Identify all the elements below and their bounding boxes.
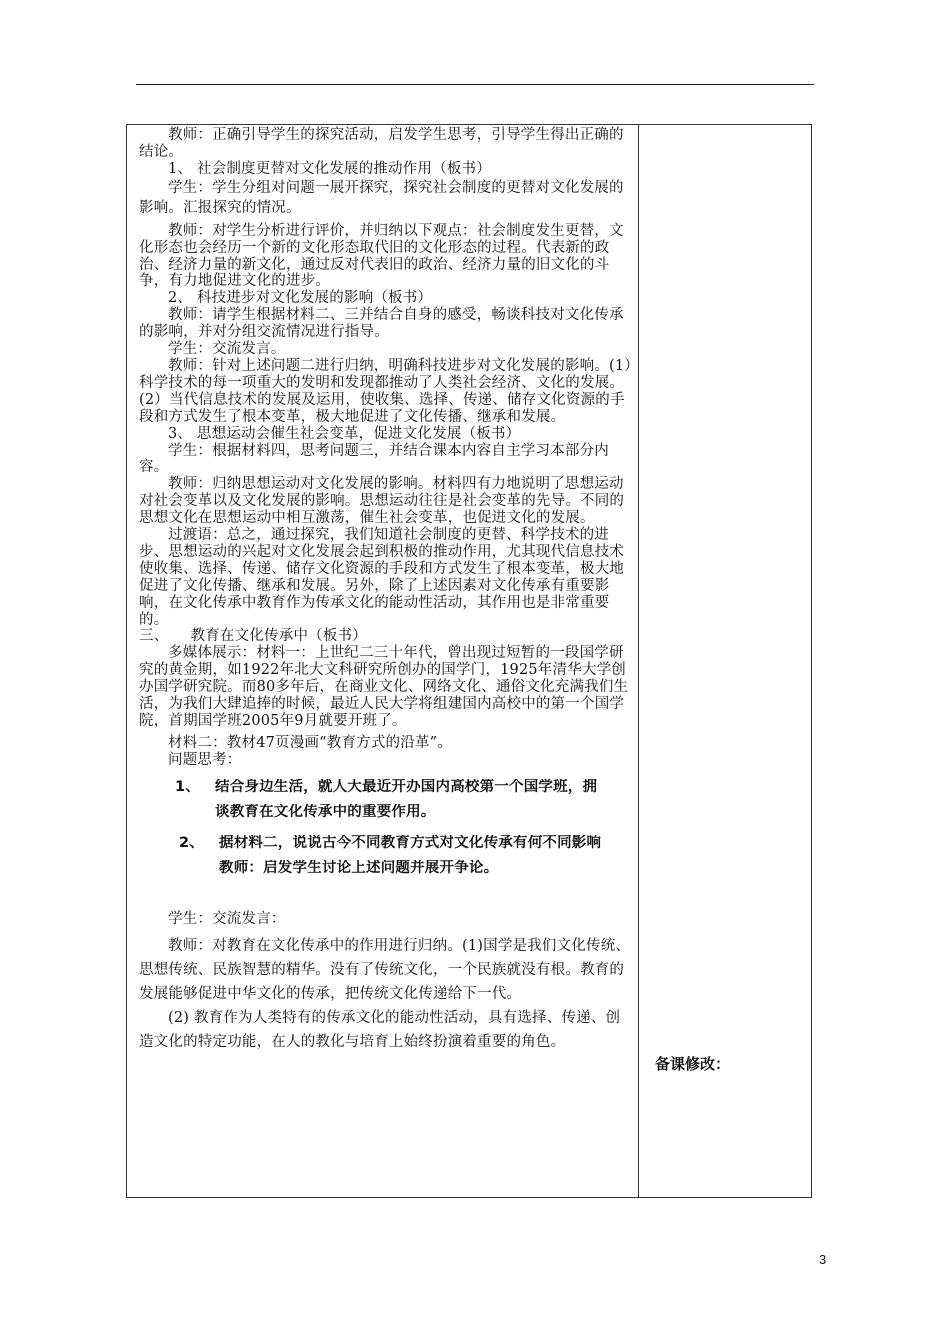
question-2: [139, 835, 632, 852]
question-text: 结合身边生活，就人大最近开办国内高校第一个国学班，拥: [215, 778, 598, 795]
paragraph: 多媒体展示：材料一：上世纪二三十年代，曾出现过短暂的一段国学研究的黄金期，如1922年北大文科研究所创办的国学门，1925年清华大学创办国学研究院。而80多年后，在商业文化、网络文化、通俗文化充满我们生活，为我们大肆追捧的时候，最近人民大学将组建国内高校中的第一个国学院，首期国学班2005年9月就要开班了。: [139, 645, 629, 729]
question-1: [139, 779, 632, 796]
paragraph: 教师：请学生根据材料二、三并结合自身的感受，畅谈科技对文化传承的影响，并对分组交流情况进行指导。: [139, 307, 624, 341]
question-number: 2、: [179, 834, 204, 851]
paragraph: 学生：交流发言。: [168, 341, 286, 358]
question-1-cont: [139, 804, 632, 821]
paragraph: 材料二：教材47页漫画“教育方式的沿革”。: [168, 734, 452, 751]
paragraph: 过渡语：总之，通过探究，我们知道社会制度的更替、科学技术的进步、思想运动的兴起对文化发展会起到积极的推动作用，尤其现代信息技术使收集、选择、传递、储存文化资源的手段和方式发生了根本变革，极大地促进了文化传播、继承和发展。另外，除了上述因素对文化传承有重要影响，在文化传承中教育作为传承文化的能动性活动，其作用也是非常重要的。: [139, 527, 625, 628]
header-rule: [136, 84, 814, 85]
section-heading: 2、 科技进步对文化发展的影响（板书）: [168, 290, 433, 307]
lesson-table: [126, 124, 812, 1198]
question-text: 据材料二，说说古今不同教育方式对文化传承有何不同影响: [219, 834, 602, 851]
question-text: 教师：启发学生讨论上述问题并展开争论。: [219, 859, 499, 876]
section-heading: 1、 社会制度更替对文化发展的推动作用（板书）: [168, 160, 491, 177]
paragraph: 学生：学生分组对问题一展开探究，探究社会制度的更替对文化发展的影响。汇报探究的情况。: [139, 179, 624, 216]
paragraph: 教师：针对上述问题二进行归纳，明确科技进步对文化发展的影响。(1）科学技术的每一项重大的发明和发现都推动了人类社会经济、文化的发展。(2）当代信息技术的发展及运用，使收集、选择、传递、储存文化资源的手段和方式发生了根本变革，极大地促进了文化传播、继承和发展。: [139, 357, 632, 425]
paragraph: 学生：交流发言：: [168, 910, 286, 927]
paragraph: 教师：对教育在文化传承中的作用进行归纳。(1)国学是我们文化传统、思想传统、民族智慧的精华。没有了传统文化，一个民族就没有根。教育的发展能够促进中华文化的传承，把传统文化传递给下一代。: [139, 937, 631, 1002]
paragraph: 教师：归纳思想运动对文化发展的影响。材料四有力地说明了思想运动对社会变革以及文化发展的影响。思想运动往往是社会变革的先导。不同的思想文化在思想运动中相互激荡，催生社会变革，也促进文化的发展。: [139, 476, 625, 527]
section-heading: 三、 教育在文化传承中（板书）: [139, 628, 367, 645]
paragraph: 问题思考：: [168, 751, 242, 768]
question-text: 谈教育在文化传承中的重要作用。: [215, 803, 436, 820]
paragraph: 教师：正确引导学生的探究活动，启发学生思考，引导学生得出正确的结论。: [139, 127, 624, 160]
paragraph: (2) 教育作为人类特有的传承文化的能动性活动，具有选择、传递、创造文化的特定功能，在人的教化与培育上始终扮演着重要的角色。: [139, 1009, 621, 1050]
paragraph: 学生：根据材料四，思考问题三，并结合课本内容自主学习本部分内容。: [139, 442, 609, 476]
paragraph: 教师：对学生分析进行评价，并归纳以下观点：社会制度发生更替，文化形态也会经历一个新的文化形态取代旧的文化形态的过程。代表新的政治、经济力量的新文化，通过反对代表旧的政治、经济力量的旧文化的斗争，有力地促进文化的进步。: [139, 222, 624, 290]
question-number: 1、: [175, 778, 200, 795]
question-list: [139, 779, 632, 877]
question-2-cont: [139, 860, 632, 877]
notes-column: [639, 125, 811, 1197]
lesson-prep-revision-label: 备课修改：: [655, 1055, 731, 1073]
section-heading: 3、 思想运动会催生社会变革，促进文化发展（板书）: [168, 425, 521, 442]
lesson-content-column: [127, 125, 639, 1197]
page-number: 3: [819, 1252, 827, 1267]
